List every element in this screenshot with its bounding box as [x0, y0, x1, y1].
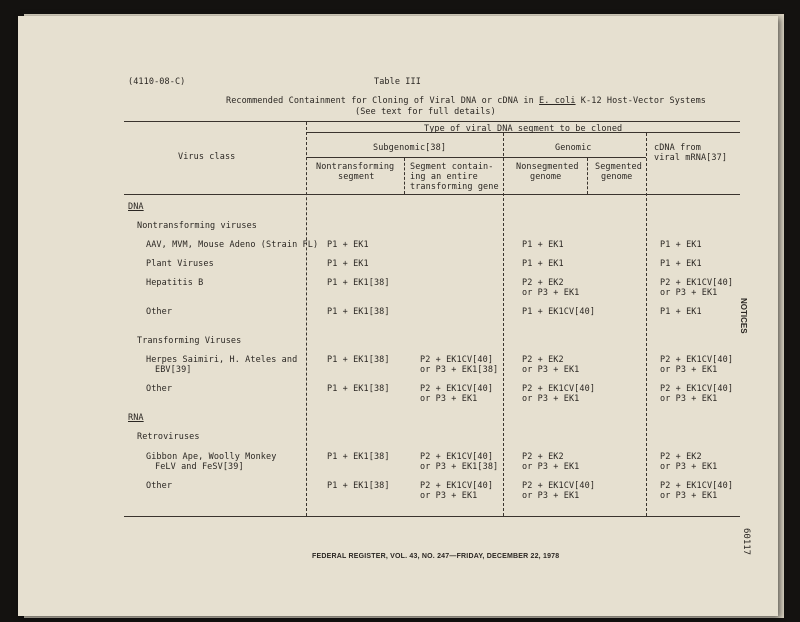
row-herpes-nonseg-1: P2 + EK2 [522, 355, 564, 365]
row-herpes-label-2: EBV[39] [155, 365, 192, 375]
table-subtitle-note: (See text for full details) [355, 107, 496, 117]
row-aav-label: AAV, MVM, Mouse Adeno (Strain FL) [146, 240, 319, 250]
row-herpes-cdna-1: P2 + EK1CV[40] [660, 355, 734, 365]
row-gibbon-nonseg-2: or P3 + EK1 [522, 462, 580, 472]
row-plant-label: Plant Viruses [146, 259, 214, 269]
subtitle-ecoli: E. coli [539, 96, 576, 106]
row-herpes-nontrans: P1 + EK1[38] [327, 355, 390, 365]
row-other1-nontrans: P1 + EK1[38] [327, 307, 390, 317]
row-plant-nontrans: P1 + EK1 [327, 259, 369, 269]
row-other3-nonseg-2: or P3 + EK1 [522, 491, 580, 501]
table-title: Table III [374, 77, 421, 87]
row-hepb-cdna-2: or P3 + EK1 [660, 288, 718, 298]
header-nonseg-line1: Nonsegmented [516, 162, 579, 172]
table-subtitle [226, 96, 706, 106]
row-other3-cdna-1: P2 + EK1CV[40] [660, 481, 734, 491]
header-virus-class: Virus class [178, 152, 236, 162]
header-bottom-rule [124, 194, 740, 195]
row-other2-segcont-2: or P3 + EK1 [420, 394, 478, 404]
row-other2-nontrans: P1 + EK1[38] [327, 384, 390, 394]
row-gibbon-nonseg-1: P2 + EK2 [522, 452, 564, 462]
header-seg-line2: genome [601, 172, 633, 182]
header-nontrans-line1: Nontransforming [316, 162, 395, 172]
page-number: 60117 [741, 528, 751, 556]
row-other2-nonseg-1: P2 + EK1CV[40] [522, 384, 596, 394]
row-gibbon-segcont-1: P2 + EK1CV[40] [420, 452, 494, 462]
notices-side-label: NOTICES [739, 298, 748, 334]
row-other2-cdna-2: or P3 + EK1 [660, 394, 718, 404]
row-hepb-nonseg-2: or P3 + EK1 [522, 288, 580, 298]
row-gibbon-cdna-1: P2 + EK2 [660, 452, 702, 462]
table-bottom-rule [124, 516, 740, 517]
header-cdna-line1: cDNA from [654, 143, 701, 153]
subtitle-text-pre: Recommended Containment for Cloning of Viral DNA or cDNA in [226, 96, 540, 106]
group-nontransforming: Nontransforming viruses [137, 221, 258, 231]
row-gibbon-segcont-2: or P3 + EK1[38] [420, 462, 499, 472]
row-plant-nonseg: P1 + EK1 [522, 259, 564, 269]
row-hepb-label: Hepatitis B [146, 278, 204, 288]
column-divider-3 [503, 133, 504, 516]
row-gibbon-cdna-2: or P3 + EK1 [660, 462, 718, 472]
header-nontrans-line2: segment [338, 172, 375, 182]
row-herpes-segcont-2: or P3 + EK1[38] [420, 365, 499, 375]
row-hepb-cdna-1: P2 + EK1CV[40] [660, 278, 734, 288]
row-gibbon-label-2: FeLV and FeSV[39] [155, 462, 244, 472]
subtitle-text-post: K-12 Host-Vector Systems [575, 96, 707, 106]
section-rna: RNA [128, 413, 144, 423]
row-other1-label: Other [146, 307, 173, 317]
header-subgenomic: Subgenomic[38] [373, 143, 447, 153]
row-other2-segcont-1: P2 + EK1CV[40] [420, 384, 494, 394]
row-hepb-nonseg-1: P2 + EK2 [522, 278, 564, 288]
row-aav-nonseg: P1 + EK1 [522, 240, 564, 250]
federal-register-footer: FEDERAL REGISTER, VOL. 43, NO. 247—FRIDAY, DECEMBER 22, 1978 [312, 553, 560, 560]
row-other2-label: Other [146, 384, 173, 394]
row-herpes-cdna-2: or P3 + EK1 [660, 365, 718, 375]
row-herpes-nonseg-2: or P3 + EK1 [522, 365, 580, 375]
row-plant-cdna: P1 + EK1 [660, 259, 702, 269]
row-herpes-label-1: Herpes Saimiri, H. Ateles and [146, 355, 298, 365]
row-other3-cdna-2: or P3 + EK1 [660, 491, 718, 501]
row-other3-nontrans: P1 + EK1[38] [327, 481, 390, 491]
column-divider-1 [306, 122, 307, 516]
header-type-segment: Type of viral DNA segment to be cloned [424, 124, 623, 134]
row-hepb-nontrans: P1 + EK1[38] [327, 278, 390, 288]
row-other3-label: Other [146, 481, 173, 491]
row-gibbon-label-1: Gibbon Ape, Woolly Monkey [146, 452, 277, 462]
group-retroviruses: Retroviruses [137, 432, 200, 442]
group-transforming: Transforming Viruses [137, 336, 242, 346]
header-segcont-line2: ing an entire [410, 172, 478, 182]
row-other2-nonseg-2: or P3 + EK1 [522, 394, 580, 404]
section-dna: DNA [128, 202, 144, 212]
column-divider-5 [646, 133, 647, 516]
row-aav-cdna: P1 + EK1 [660, 240, 702, 250]
header-segcont-line3: transforming gene [410, 182, 499, 192]
row-other3-segcont-1: P2 + EK1CV[40] [420, 481, 494, 491]
row-herpes-segcont-1: P2 + EK1CV[40] [420, 355, 494, 365]
table-top-rule [124, 121, 740, 122]
row-aav-nontrans: P1 + EK1 [327, 240, 369, 250]
column-divider-2 [404, 158, 405, 194]
subheader-rule [306, 157, 646, 158]
header-seg-line1: Segmented [595, 162, 642, 172]
row-other3-segcont-2: or P3 + EK1 [420, 491, 478, 501]
row-other3-nonseg-1: P2 + EK1CV[40] [522, 481, 596, 491]
header-segcont-line1: Segment contain- [410, 162, 494, 172]
header-nonseg-line2: genome [530, 172, 562, 182]
row-other1-nonseg: P1 + EK1CV[40] [522, 307, 596, 317]
document-id: (4110-08-C) [128, 77, 186, 87]
row-other1-cdna: P1 + EK1 [660, 307, 702, 317]
header-cdna-line2: viral mRNA[37] [654, 153, 728, 163]
column-divider-4 [587, 158, 588, 194]
row-other2-cdna-1: P2 + EK1CV[40] [660, 384, 734, 394]
header-genomic: Genomic [555, 143, 592, 153]
row-gibbon-nontrans: P1 + EK1[38] [327, 452, 390, 462]
